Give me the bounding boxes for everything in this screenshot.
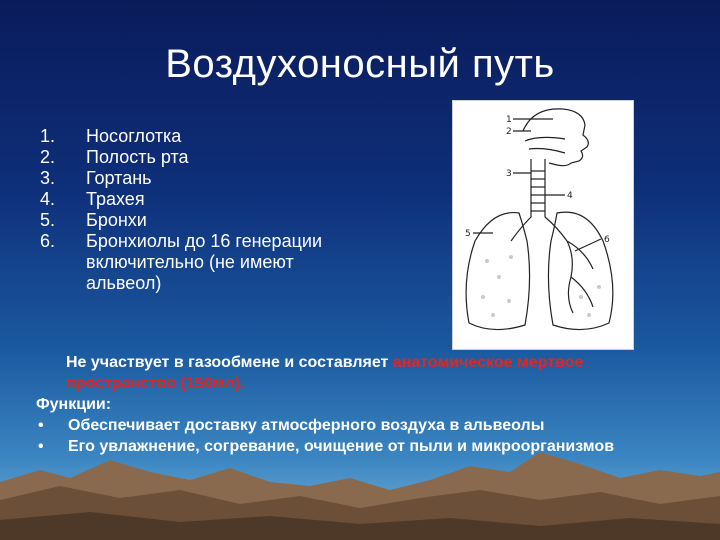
description-part: Не участвует в газообмене и составляет [66,354,393,371]
diagram-label: 3 [506,169,512,179]
list-item [40,147,370,168]
bullet-item [36,436,696,457]
list-item-text: Бронхи [86,210,147,230]
list-item [40,168,370,189]
list-item-number: 5. [40,210,56,230]
list-item-text: Бронхиолы до 16 генерации включительно (не имеют альвеол) [86,231,322,293]
bullet-item [36,415,696,436]
list-item-number: 2. [40,147,56,167]
diagram-label: 4 [567,191,573,201]
diagram-label: 1 [506,115,512,125]
highlighted-term: анатомическое мертвое пространство (150мл). [66,354,584,392]
list-item-text: Трахея [86,189,145,209]
bullet-symbol: • [38,417,44,434]
list-item-text: Гортань [86,168,152,188]
list-item [40,231,370,294]
list-item [40,189,370,210]
list-item [40,126,370,147]
list-item [40,210,370,231]
slide-title: Воздухоносный путь [165,42,555,86]
list-item-text: Полость рта [86,147,189,167]
airway-diagram-drawing [453,101,633,349]
description-block [36,352,696,457]
bullet-text: Обеспечивает доставку атмосферного воздуха в альвеолы [68,417,545,434]
list-item-number: 1. [40,126,56,146]
airway-diagram [452,100,634,350]
functions-label: Функции: [36,396,112,413]
list-item-number: 3. [40,168,56,188]
description-text [36,352,696,394]
bullet-text: Его увлажнение, согревание, очищение от пыли и микроорганизмов [68,438,615,455]
list-item-text: Носоглотка [86,126,182,146]
diagram-label: 6 [604,235,610,245]
diagram-label: 5 [465,229,471,239]
list-item-number: 6. [40,231,56,251]
parts-list [40,126,370,294]
list-item-number: 4. [40,189,56,209]
bullet-symbol: • [38,438,44,455]
diagram-label: 2 [506,127,512,137]
